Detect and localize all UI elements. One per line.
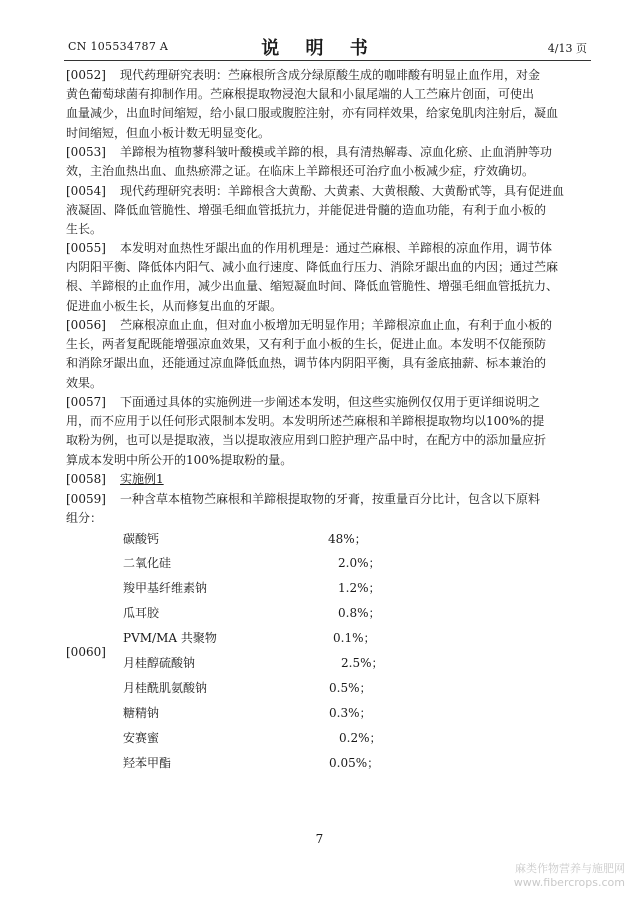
paragraph-number: [0056] bbox=[66, 318, 106, 332]
ingredient-percent: 0.8%； bbox=[338, 606, 381, 620]
ingredient-name: 瓜耳胶 bbox=[123, 606, 160, 620]
paragraph-0053 bbox=[66, 143, 586, 181]
paragraph-0055 bbox=[66, 239, 586, 316]
ingredient-percent: 0.2%； bbox=[339, 731, 382, 745]
paragraph-line: 根、羊蹄根的止血作用，减少出血量、缩短凝血时间、降低血管脆性、增强毛细血管抵抗力、 bbox=[66, 279, 559, 294]
paragraph-number: [0055] bbox=[66, 241, 106, 255]
paragraph-line: 生长。 bbox=[66, 222, 103, 237]
ingredient-percent: 0.3%； bbox=[329, 706, 372, 720]
paragraph-line: 现代药理研究表明：苎麻根所含成分绿原酸生成的咖啡酸有明显止血作用，对金 bbox=[120, 68, 541, 82]
paragraph-0058 bbox=[66, 470, 586, 489]
ingredient-percent: 0.5%； bbox=[329, 681, 372, 695]
paragraph-line: 羊蹄根为植物蓼科皱叶酸模或羊蹄的根，具有清热解毒、凉血化瘀、止血消肿等功 bbox=[120, 145, 553, 159]
paragraph-0060 bbox=[66, 643, 126, 662]
ingredient-percent: 0.1%； bbox=[333, 631, 376, 645]
paragraph-number: [0058] bbox=[66, 472, 106, 486]
ingredient-name: 羟苯甲酯 bbox=[123, 756, 172, 770]
paragraph-line: 苎麻根凉血止血，但对血小板增加无明显作用；羊蹄根凉血止血，有利于血小板的 bbox=[120, 318, 553, 332]
paragraph-line: 组分： bbox=[66, 511, 103, 526]
paragraph-line: 取粉为例，也可以是提取液，当以提取液应用到口腔护理产品中时，在配方中的添加量应折 bbox=[66, 433, 547, 448]
ingredient-name: 羧甲基纤维素钠 bbox=[123, 581, 208, 595]
ingredient-percent: 0.05%； bbox=[329, 756, 380, 770]
patent-number: CN 105534787 A bbox=[68, 40, 169, 53]
paragraph-number: [0054] bbox=[66, 184, 106, 198]
paragraph-line: 算成本发明中所公开的100%提取粉的量。 bbox=[66, 452, 293, 467]
ingredient-name: 二氧化硅 bbox=[123, 556, 172, 570]
paragraph-line: 一种含草本植物苎麻根和羊蹄根提取物的牙膏，按重量百分比计，包含以下原料 bbox=[120, 492, 541, 506]
ingredient-percent: 48%； bbox=[328, 532, 367, 546]
ingredient-name: 月桂醇硫酸钠 bbox=[123, 656, 196, 670]
paragraph-line: 内阴阳平衡、降低体内阳气、减小血行速度、降低血行压力、消除牙龈出血的内因；通过苎麻 bbox=[66, 260, 559, 275]
page-counter: 4/13 页 bbox=[547, 42, 587, 55]
page-number: 7 bbox=[315, 832, 324, 846]
paragraph-line: 下面通过具体的实施例进一步阐述本发明，但这些实施例仅仅用于更详细说明之 bbox=[120, 395, 541, 409]
ingredient-name: PVM/MA 共聚物 bbox=[123, 631, 217, 645]
page-title: 说 明 书 bbox=[261, 38, 378, 59]
paragraph-line: 液凝固、降低血管脆性、增强毛细血管抵抗力，并能促进骨髓的造血功能，有利于血小板的 bbox=[66, 203, 547, 218]
paragraph-0054 bbox=[66, 182, 586, 240]
ingredient-name: 月桂酰肌氨酸钠 bbox=[123, 681, 208, 695]
paragraph-number: [0053] bbox=[66, 145, 106, 159]
ingredient-name: 糖精钠 bbox=[123, 706, 160, 720]
watermark-line: 麻类作物营养与施肥网 bbox=[515, 862, 625, 875]
paragraph-number: [0059] bbox=[66, 492, 106, 506]
paragraph-number: [0057] bbox=[66, 395, 106, 409]
paragraph-line: 和消除牙龈出血，还能通过凉血降低血热，调节体内阴阳平衡，具有釜底抽薪、标本兼治的 bbox=[66, 356, 547, 371]
paragraph-0057 bbox=[66, 393, 586, 470]
ingredient-percent: 2.5%； bbox=[341, 656, 384, 670]
example-heading: 实施例1 bbox=[120, 472, 164, 486]
paragraph-0059 bbox=[66, 490, 586, 528]
paragraph-line: 时间缩短，但血小板计数无明显变化。 bbox=[66, 125, 271, 140]
paragraph-0052 bbox=[66, 66, 586, 143]
paragraph-line: 效，主治血热出血、血热瘀滞之证。在临床上羊蹄根还可治疗血小板减少症，疗效确切。 bbox=[66, 164, 535, 179]
ingredient-percent: 1.2%； bbox=[338, 581, 381, 595]
paragraph-number: [0060] bbox=[66, 645, 106, 659]
paragraph-line: 本发明对血热性牙龈出血的作用机理是：通过苎麻根、羊蹄根的凉血作用，调节体 bbox=[120, 241, 553, 255]
paragraph-line: 生长，两者复配既能增强凉血效果，又有利于血小板的生长，促进止血。本发明不仅能预防 bbox=[66, 337, 547, 352]
ingredient-name: 碳酸钙 bbox=[123, 532, 160, 546]
paragraph-number: [0052] bbox=[66, 68, 106, 82]
paragraph-line: 促进血小板生长，从而修复出血的牙龈。 bbox=[66, 298, 283, 313]
paragraph-line: 血量减少，出血时间缩短，给小鼠口服或腹腔注射，亦有同样效果，给家兔肌肉注射后，凝血 bbox=[66, 106, 559, 121]
watermark-url: www.fibercrops.com bbox=[513, 876, 625, 889]
watermark bbox=[514, 862, 625, 890]
ingredient-name: 安赛蜜 bbox=[123, 731, 160, 745]
paragraph-line: 用，而不应用于以任何形式限制本发明。本发明所述苎麻根和羊蹄根提取物均以100%的提 bbox=[66, 414, 545, 429]
header-divider bbox=[64, 60, 591, 61]
paragraph-line: 效果。 bbox=[66, 375, 103, 390]
paragraph-0056 bbox=[66, 316, 586, 393]
ingredient-percent: 2.0%； bbox=[338, 556, 381, 570]
paragraph-line: 黄色葡萄球菌有抑制作用。苎麻根提取物浸泡大鼠和小鼠尾端的人工苎麻片创面，可使出 bbox=[66, 87, 535, 102]
paragraph-line: 现代药理研究表明：羊蹄根含大黄酚、大黄素、大黄根酸、大黄酚甙等，具有促进血 bbox=[120, 184, 565, 198]
